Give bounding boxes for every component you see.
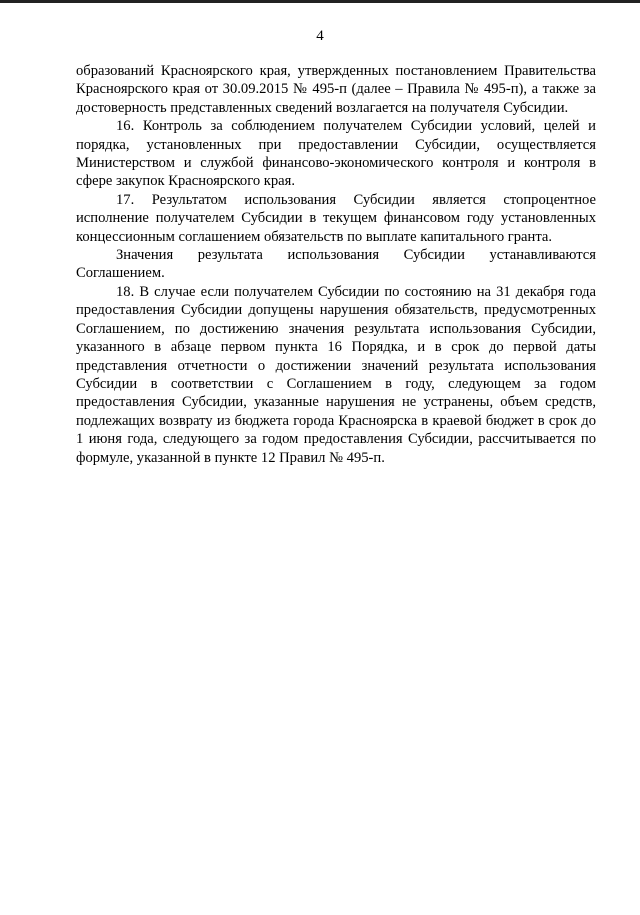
document-body [76,62,596,467]
paragraph-17-values: Значения результата использования Субсидии устанавливаются Соглашением. [76,247,596,282]
paragraph-continuation: образований Красноярского края, утвержденных постановлением Правительства Красноярского края от 30.09.2015 № 495-п (далее – Правила № 495-п), а также за достоверность представленных сведений возлагается на получателя Субсидии. [76,63,596,116]
page-number: 4 [316,28,324,44]
top-border-line [0,0,640,3]
paragraph-16: 16. Контроль за соблюдением получателем Субсидии условий, целей и порядка, установленных при предоставлении Субсидии, осуществляется Министерством и службой финансово-экономического контроля и контроля в сфере закупок Красноярского края. [76,118,596,190]
paragraph-18: 18. В случае если получателем Субсидии по состоянию на 31 декабря года предоставления Субсидии допущены нарушения обязательств, предусмотренных Соглашением, по достижению значения результата использования Субсидии, указанного в абзаце первом пункта 16 Порядка, и в срок до первой даты представления отчетности о достижении значений результата использования Субсидии в соответствии с Соглашением в году, следующем за годом предоставления Субсидии, указанные нарушения не устранены, объем средств, подлежащих возврату из бюджета города Красноярска в краевой бюджет в срок до 1 июня года, следующего за годом предоставления Субсидии, рассчитывается по формуле, указанной в пункте 12 Правил № 495-п. [76,283,596,466]
paragraph-17: 17. Результатом использования Субсидии является стопроцентное исполнение получателем Субсидии в текущем финансовом году установленных концессионным соглашением обязательств по выплате капитального гранта. [76,191,596,245]
